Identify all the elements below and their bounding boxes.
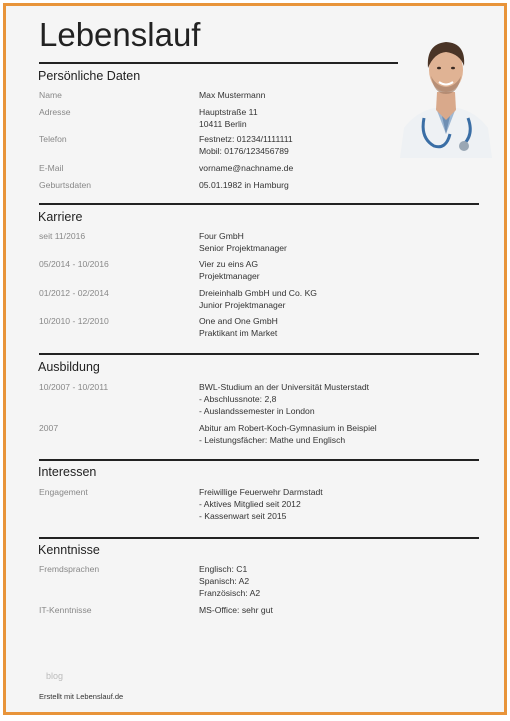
field-label: 10/2010 - 12/2010 [39, 316, 109, 326]
field-label: Telefon [39, 134, 67, 144]
field-label: Adresse [39, 107, 71, 117]
field-value: Four GmbH Senior Projektmanager [199, 231, 287, 254]
field-value: MS-Office: sehr gut [199, 605, 273, 615]
field-label: 05/2014 - 10/2016 [39, 259, 109, 269]
field-value: Englisch: C1 Spanisch: A2 Französisch: A2 [199, 564, 261, 599]
footer-credit: Erstellt mit Lebenslauf.de [39, 692, 124, 701]
field-label: Fremdsprachen [39, 564, 100, 574]
section-heading-personal: Persönliche Daten [38, 69, 141, 83]
title-divider [39, 62, 401, 64]
field-value: vorname@nachname.de [199, 163, 294, 173]
field-label: 10/2007 - 10/2011 [39, 382, 109, 392]
field-value: Hauptstraße 11 10411 Berlin [199, 107, 258, 130]
field-value: Freiwillige Feuerwehr Darmstadt - Aktives Mitglied seit 2012 - Kassenwart seit 2015 [199, 487, 323, 522]
section-heading-career: Karriere [38, 210, 83, 224]
field-value: BWL-Studium an der Universität Musterstadt - Abschlussnote: 2,8 - Auslandssemester in London [199, 382, 370, 417]
section-divider [39, 203, 479, 205]
field-label: Engagement [39, 487, 88, 497]
field-label: IT-Kenntnisse [39, 605, 92, 615]
field-value: 05.01.1982 in Hamburg [199, 180, 289, 190]
field-label: 2007 [39, 423, 59, 433]
section-divider [39, 537, 479, 539]
section-divider [39, 353, 479, 355]
field-value: Abitur am Robert-Koch-Gymnasium in Beispiel - Leistungsfächer: Mathe und Englisch [199, 423, 377, 446]
field-label: E-Mail [39, 163, 64, 173]
field-value: Max Mustermann [199, 90, 266, 100]
resume-page [3, 3, 507, 715]
section-divider [39, 459, 479, 461]
section-heading-interests: Interessen [38, 465, 97, 479]
field-label: seit 11/2016 [39, 231, 86, 241]
field-label: Name [39, 90, 62, 100]
field-value: Vier zu eins AG Projektmanager [199, 259, 260, 282]
field-value: Dreieinhalb GmbH und Co. KG Junior Projektmanager [199, 288, 317, 311]
section-heading-skills: Kenntnisse [38, 543, 100, 557]
field-value: One and One GmbH Praktikant im Market [199, 316, 278, 339]
section-heading-education: Ausbildung [38, 360, 100, 374]
field-value: Festnetz: 01234/1111111 Mobil: 0176/123456789 [199, 134, 293, 157]
field-label: Geburtsdaten [39, 180, 92, 190]
page-title: Lebenslauf [39, 16, 201, 53]
field-label: 01/2012 - 02/2014 [39, 288, 109, 298]
watermark: blog [46, 671, 64, 681]
